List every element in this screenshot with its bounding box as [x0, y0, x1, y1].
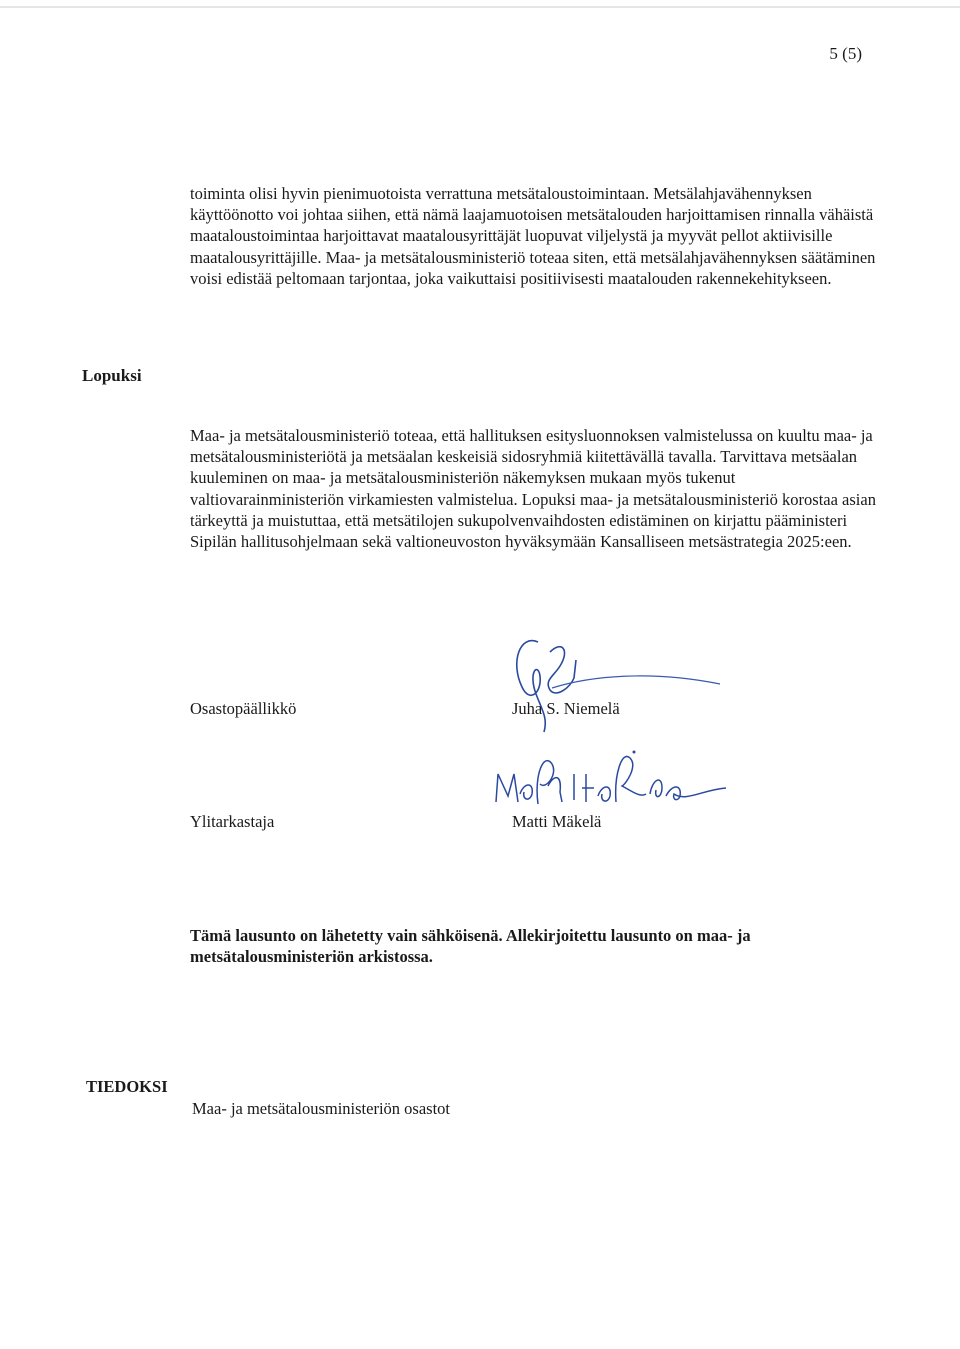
electronic-notice: Tämä lausunto on lähetetty vain sähköisenä. Allekirjoitettu lausunto on maa- ja metsätalousministeriön arkistossa.	[190, 926, 751, 966]
signatory-name-1: Juha S. Niemelä	[512, 699, 620, 718]
lopuksi-paragraph: Maa- ja metsätalousministeriö toteaa, että hallituksen esitysluonnoksen valmistelussa on kuultu maa- ja metsätalousministeriötä ja metsäalan keskeisiä sidosryhmiä kiitettävällä tavalla. Tarvittava metsäalan kuuleminen on maa- ja metsätalousministeriön näkemyksen mukaan myös tukenut valtiovarainministeriön virkamiesten valmistelua. Lopuksi maa- ja metsätalousministeriö korostaa asian tärkeyttä ja muistuttaa, että metsätilojen sukupolvenvaihdosten edistäminen on kirjattu pääministeri Sipilän hallitusohjelmaan sekä valtioneuvoston hyväksymään Kansalliseen metsästrategia 2025:een.	[190, 426, 876, 552]
signature-makela	[490, 744, 730, 816]
signatory-title-2: Ylitarkastaja	[190, 812, 275, 831]
signature-niemela	[500, 632, 725, 744]
lopuksi-heading: Lopuksi	[82, 366, 142, 385]
tiedoksi-recipients: Maa- ja metsätalousministeriön osastot	[192, 1099, 450, 1118]
scan-top-edge	[0, 6, 960, 8]
tiedoksi-heading: TIEDOKSI	[86, 1077, 168, 1096]
signatory-title-1: Osastopäällikkö	[190, 699, 297, 718]
signatory-name-2: Matti Mäkelä	[512, 812, 602, 831]
intro-paragraph: toiminta olisi hyvin pienimuotoista verrattuna metsätaloustoimintaan. Metsälahjavähennyksen käyttöönotto voi johtaa siihen, että nämä laajamuotoisen metsätalouden harjoittamisen rinnalla vähäistä maataloustoimintaa harjoittavat maatalousyrittäjät luopuvat viljelystä ja myyvät pellot aktiivisille maatalousyrittäjille. Maa- ja metsätalousministeriö toteaa siten, että metsälahjavähennyksen säätäminen voisi edistää peltomaan tarjontaa, joka vaikuttaisi positiivisesti maatalouden rakennekehitykseen.	[190, 184, 876, 288]
page-number: 5 (5)	[829, 44, 862, 63]
